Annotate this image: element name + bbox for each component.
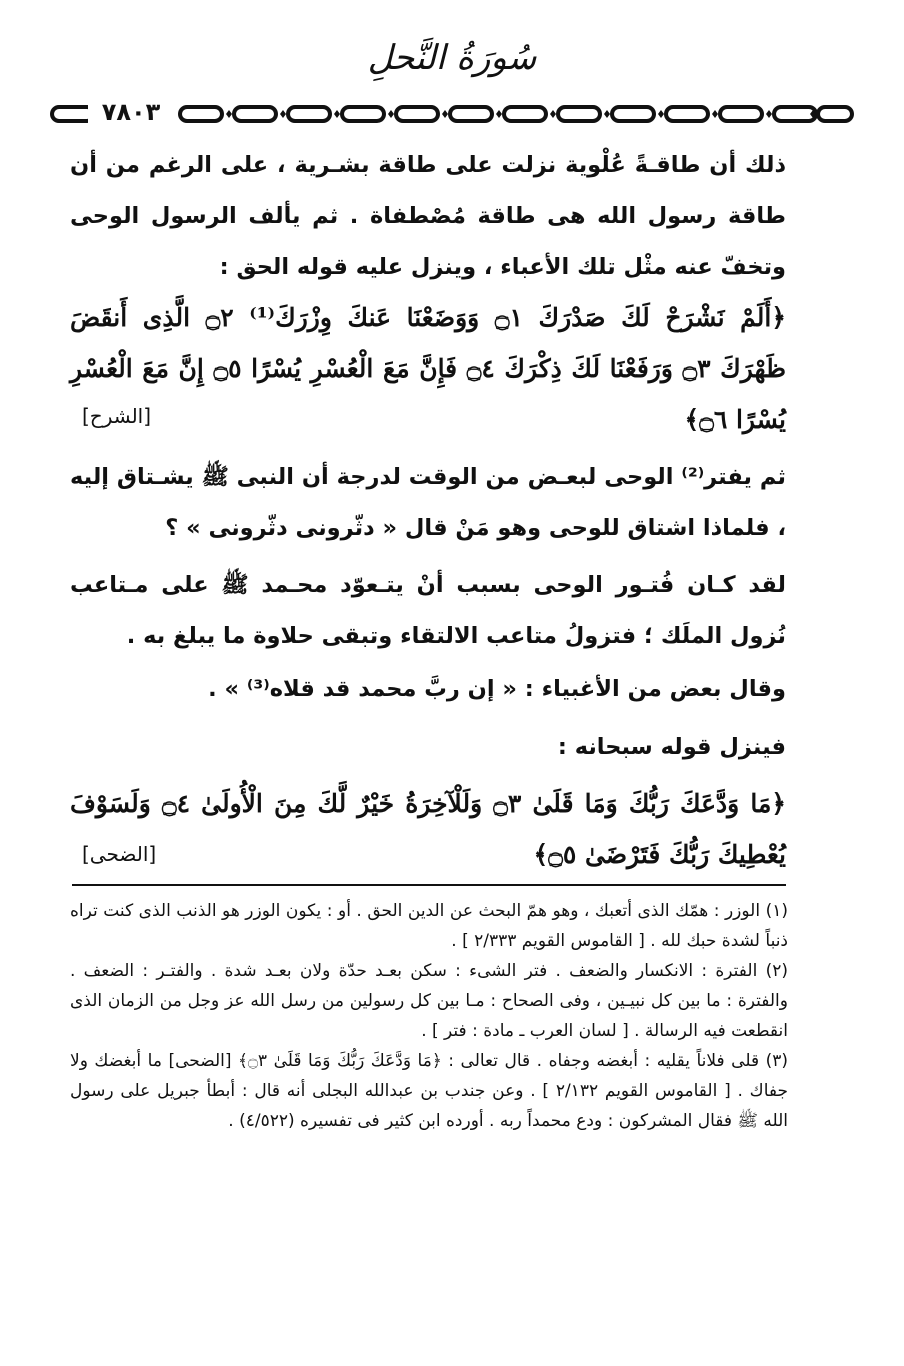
surah-reference-ad-duha: [الضحى] bbox=[82, 842, 157, 866]
surah-title: سُورَةُ النَّحلِ bbox=[367, 38, 537, 78]
footnote-2: (٢) الفترة : الانكسار والضعف . فتر الشىء : سكن بعـد حدّة ولان بعـد شدة . والفتـر : الضعف . والفترة : ما بين كل نبيـين ، وفى الصحاح : مـا بين كل رسولين من رسل الله عز وجل من الزمان الذى انقطعت فيه الرسالة . [ لسان العرب ـ مادة : فتر ] . bbox=[70, 961, 788, 1041]
paragraph-intro: ذلك أن طاقـةً عُلْوية نزلت على طاقة بشـرية ، على الرغم من أن طاقة رسول الله هى طاقة مُصْطفاة . ثم يألف الرسول الوحى وتخفّ عنه مثْل تلك الأعباء ، وينزل عليه قوله الحق : bbox=[70, 152, 786, 280]
paragraph-aghbiya: وقال بعض من الأغبياء : « إن ربَّ محمد قد قلاه⁽³⁾ » . bbox=[208, 676, 786, 702]
footnote-divider bbox=[72, 884, 786, 886]
footnote-3: (٣) قلى فلاناً يقليه : أبغضه وجفاه . قال تعالى : ﴿مَا وَدَّعَكَ رَبُّكَ وَمَا قَلَىٰ ۝٣﴾ [الضحى] ما أبغضك ولا جفاك . [ القاموس القويم ٢/١٣٢ ] . وعن جندب بن عبدالله البجلى أنه قال : أبطأ جبريل على رسول الله ﷺ فقال المشركون : ودع محمداً ربه . أورده ابن كثير فى تفسيره (٤/٥٢٢) . bbox=[70, 1051, 788, 1131]
footnote-1: (١) الوزر : همّك الذى أتعبك ، وهو همّ البحث عن الدين الحق . أو : يكون الوزر هو الذنب الذى كنت تراه ذنباً لشدة حبك لله . [ القاموس القويم ٢/٣٣٣ ] . bbox=[70, 901, 788, 951]
page-number: ٧٨٠٣ bbox=[88, 98, 174, 126]
paragraph-fatra: ثم يفتر⁽²⁾ الوحى لبعـض من الوقت لدرجة أن النبى ﷺ يشـتاق إليه ، فلماذا اشتاق للوحى وهو مَنْ قال « دثّرونى دثّرونى » ؟ bbox=[70, 464, 786, 541]
surah-reference-ash-sharh: [الشرح] bbox=[82, 404, 152, 428]
paragraph-yanzil: فينزل قوله سبحانه : bbox=[557, 734, 786, 760]
quran-verse-ad-duha: ﴿مَا وَدَّعَكَ رَبُّكَ وَمَا قَلَىٰ ۝٣ وَلَلْآخِرَةُ خَيْرٌ لَّكَ مِنَ الْأُولَىٰ ۝٤ وَلَسَوْفَ يُعْطِيكَ رَبُّكَ فَتَرْضَىٰ ۝٥﴾ bbox=[70, 789, 786, 869]
footnotes bbox=[70, 896, 788, 1136]
paragraph-futur: لقد كـان فُتـور الوحى بسبب أنْ يتـعوّد محـمد ﷺ على مـتاعب نُزول الملَك ؛ فتزولُ متاعب الالتقاء وتبقى حلاوة ما يبلغ به . bbox=[70, 572, 786, 649]
quran-verse-ash-sharh: ﴿أَلَمْ نَشْرَحْ لَكَ صَدْرَكَ ۝١ وَوَضَعْنَا عَنكَ وِزْرَكَ⁽¹⁾ ۝٢ الَّذِى أَنقَضَ ظَهْرَكَ ۝٣ وَرَفَعْنَا لَكَ ذِكْرَكَ ۝٤ فَإِنَّ مَعَ الْعُسْرِ يُسْرًا ۝٥ إِنَّ مَعَ الْعُسْرِ يُسْرًا ۝٦﴾ bbox=[70, 303, 786, 434]
